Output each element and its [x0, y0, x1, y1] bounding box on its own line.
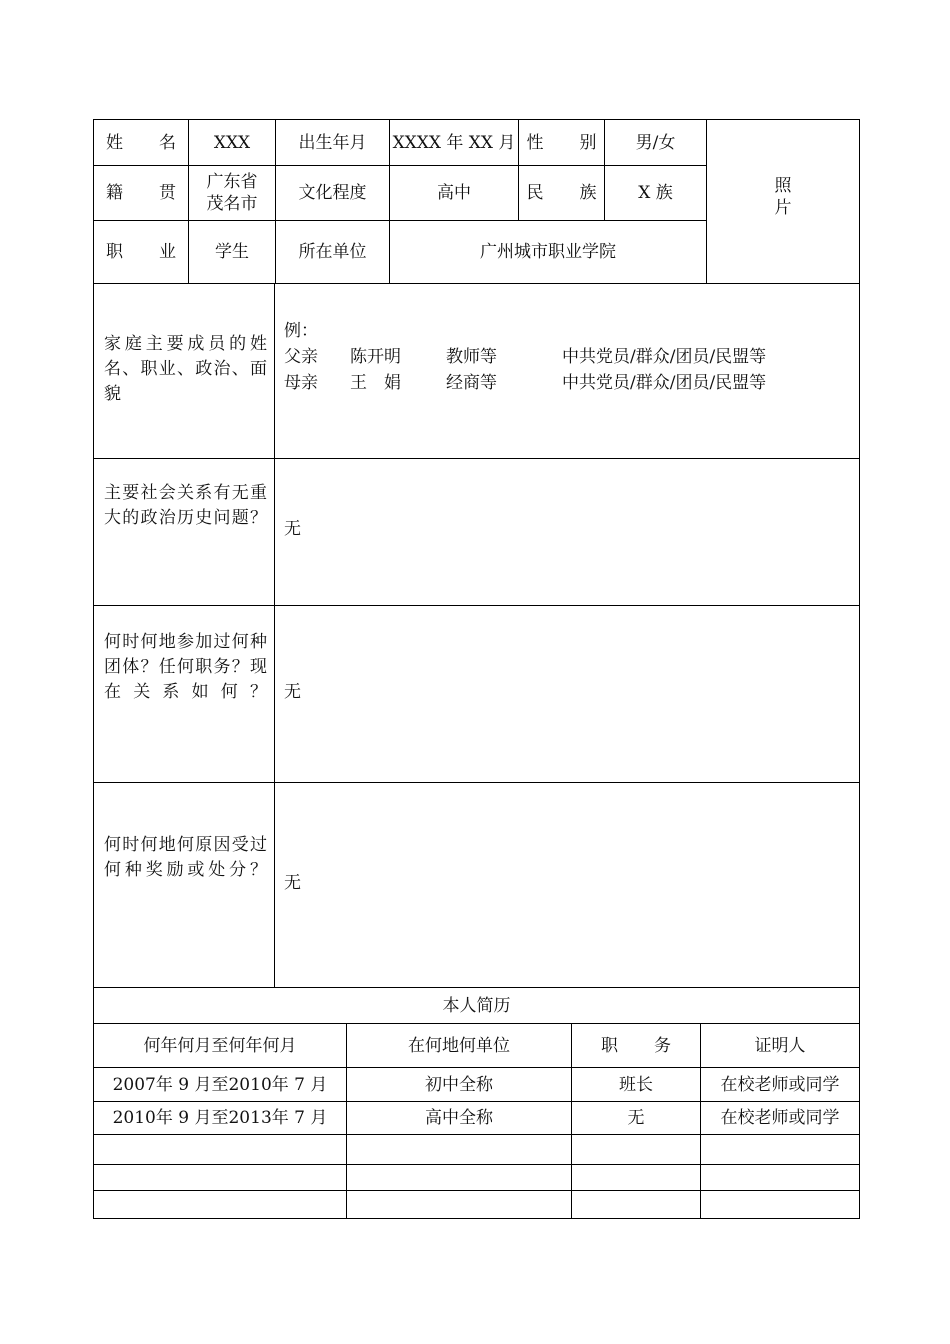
- member-name: 王 娟: [350, 373, 401, 393]
- name-label-cell: [94, 120, 192, 165]
- job-value: 学生: [215, 242, 249, 262]
- column-header: 在何地何单位: [408, 1035, 510, 1056]
- native-label: 籍 贯: [105, 183, 192, 203]
- native-value-cell: [189, 166, 275, 220]
- awards-answer: 无: [284, 873, 301, 893]
- member-relation: 父亲: [284, 347, 318, 367]
- ethnic-label: 民 族: [526, 183, 612, 203]
- gender-value-cell: [605, 120, 706, 165]
- native-value-city: 茂名市: [206, 194, 258, 214]
- photo-cell: [707, 120, 859, 283]
- table-row-cell: [701, 1191, 859, 1218]
- table-row-cell: [347, 1191, 571, 1218]
- name-label: 姓 名: [105, 132, 192, 153]
- witness-cell: 在校老师或同学: [720, 1074, 840, 1095]
- groups-question: 何时何地参加过何种团体？任何职务？现在关系如何？: [104, 632, 267, 702]
- border-bottom: [93, 1218, 860, 1219]
- table-row-cell: [572, 1191, 700, 1218]
- groups-answer: 无: [284, 682, 301, 702]
- column-header: 证明人: [754, 1035, 806, 1056]
- gender-value: 男/女: [635, 132, 676, 153]
- unit-cell: 初中全称: [425, 1074, 493, 1095]
- position-cell: 班长: [619, 1074, 653, 1095]
- social-answer: 无: [284, 519, 301, 539]
- education-label-cell: [276, 166, 389, 220]
- gender-label-cell: [519, 120, 612, 165]
- ethnic-value: X 族: [638, 183, 673, 203]
- border-right: [859, 119, 860, 1219]
- family-question: 家庭主要成员的姓名、职业、政治、面貌: [104, 334, 267, 404]
- native-value-province: 广东省: [206, 172, 258, 192]
- divider: [93, 283, 860, 284]
- column-header: 职 务: [600, 1035, 687, 1056]
- family-answer: [284, 318, 849, 396]
- photo-label-line1: 照: [774, 175, 792, 196]
- table-row-cell: [347, 1068, 571, 1101]
- table-row-cell: [572, 1102, 700, 1134]
- resume-header-period: [94, 1024, 346, 1067]
- job-value-cell: [189, 221, 275, 283]
- table-row-cell: [701, 1135, 859, 1164]
- photo-label-line2: 片: [774, 197, 792, 218]
- name-value: XXX: [213, 132, 251, 153]
- unit-value: 广州城市职业学院: [480, 242, 616, 262]
- job-label: 职 业: [105, 242, 192, 262]
- unit-cell: 高中全称: [425, 1108, 493, 1128]
- witness-cell: 在校老师或同学: [720, 1108, 840, 1128]
- table-row-cell: [572, 1135, 700, 1164]
- member-job: 经商等: [446, 373, 497, 393]
- divider: [274, 283, 275, 987]
- resume-header-unit: [347, 1024, 571, 1067]
- table-row-cell: [94, 1191, 346, 1218]
- member-politics: 中共党员/群众/团员/民盟等: [562, 347, 767, 367]
- period-cell: 2010年 9 月至2013年 7 月: [112, 1108, 328, 1128]
- table-row-cell: [701, 1102, 859, 1134]
- job-label-cell: [94, 221, 192, 283]
- family-member-row: [284, 344, 849, 370]
- unit-value-cell: [390, 221, 706, 283]
- birth-label-cell: [276, 120, 389, 165]
- divider: [93, 782, 860, 783]
- table-row-cell: [572, 1165, 700, 1190]
- table-row-cell: [701, 1165, 859, 1190]
- table-row-cell: [347, 1165, 571, 1190]
- native-label-cell: [94, 166, 192, 220]
- table-row-cell: [701, 1068, 859, 1101]
- gender-label: 性 别: [526, 132, 612, 153]
- resume-title-cell: [94, 988, 859, 1023]
- table-row-cell: [572, 1068, 700, 1101]
- divider: [93, 605, 860, 606]
- resume-header-witness: [701, 1024, 859, 1067]
- example-label: 例：: [284, 321, 318, 341]
- period-cell: 2007年 9 月至2010年 7 月: [112, 1074, 328, 1095]
- awards-question: 何时何地何原因受过何种奖励或处分？: [104, 835, 267, 880]
- education-value: 高中: [437, 183, 471, 203]
- family-member-row: [284, 370, 849, 396]
- unit-label-cell: [276, 221, 389, 283]
- member-relation: 母亲: [284, 373, 318, 393]
- table-row-cell: [347, 1102, 571, 1134]
- ethnic-label-cell: [519, 166, 612, 220]
- education-value-cell: [390, 166, 518, 220]
- table-row-cell: [94, 1135, 346, 1164]
- member-politics: 中共党员/群众/团员/民盟等: [562, 373, 767, 393]
- table-row-cell: [94, 1102, 346, 1134]
- table-row-cell: [347, 1135, 571, 1164]
- table-row-cell: [94, 1165, 346, 1190]
- education-label: 文化程度: [298, 183, 367, 203]
- column-header: 何年何月至何年何月: [143, 1035, 297, 1056]
- unit-label: 所在单位: [298, 242, 367, 262]
- social-question: 主要社会关系有无重大的政治历史问题？: [104, 483, 267, 528]
- name-value-cell: [189, 120, 275, 165]
- divider: [93, 458, 860, 459]
- ethnic-value-cell: [605, 166, 706, 220]
- birth-value: XXXX 年 XX 月: [392, 132, 516, 153]
- birth-label: 出生年月: [298, 132, 367, 153]
- position-cell: 无: [627, 1108, 645, 1128]
- birth-value-cell: [390, 120, 518, 165]
- member-name: 陈开明: [350, 347, 401, 367]
- member-job: 教师等: [446, 347, 497, 367]
- resume-title: 本人简历: [442, 995, 511, 1016]
- resume-header-position: [572, 1024, 700, 1067]
- table-row-cell: [94, 1068, 346, 1101]
